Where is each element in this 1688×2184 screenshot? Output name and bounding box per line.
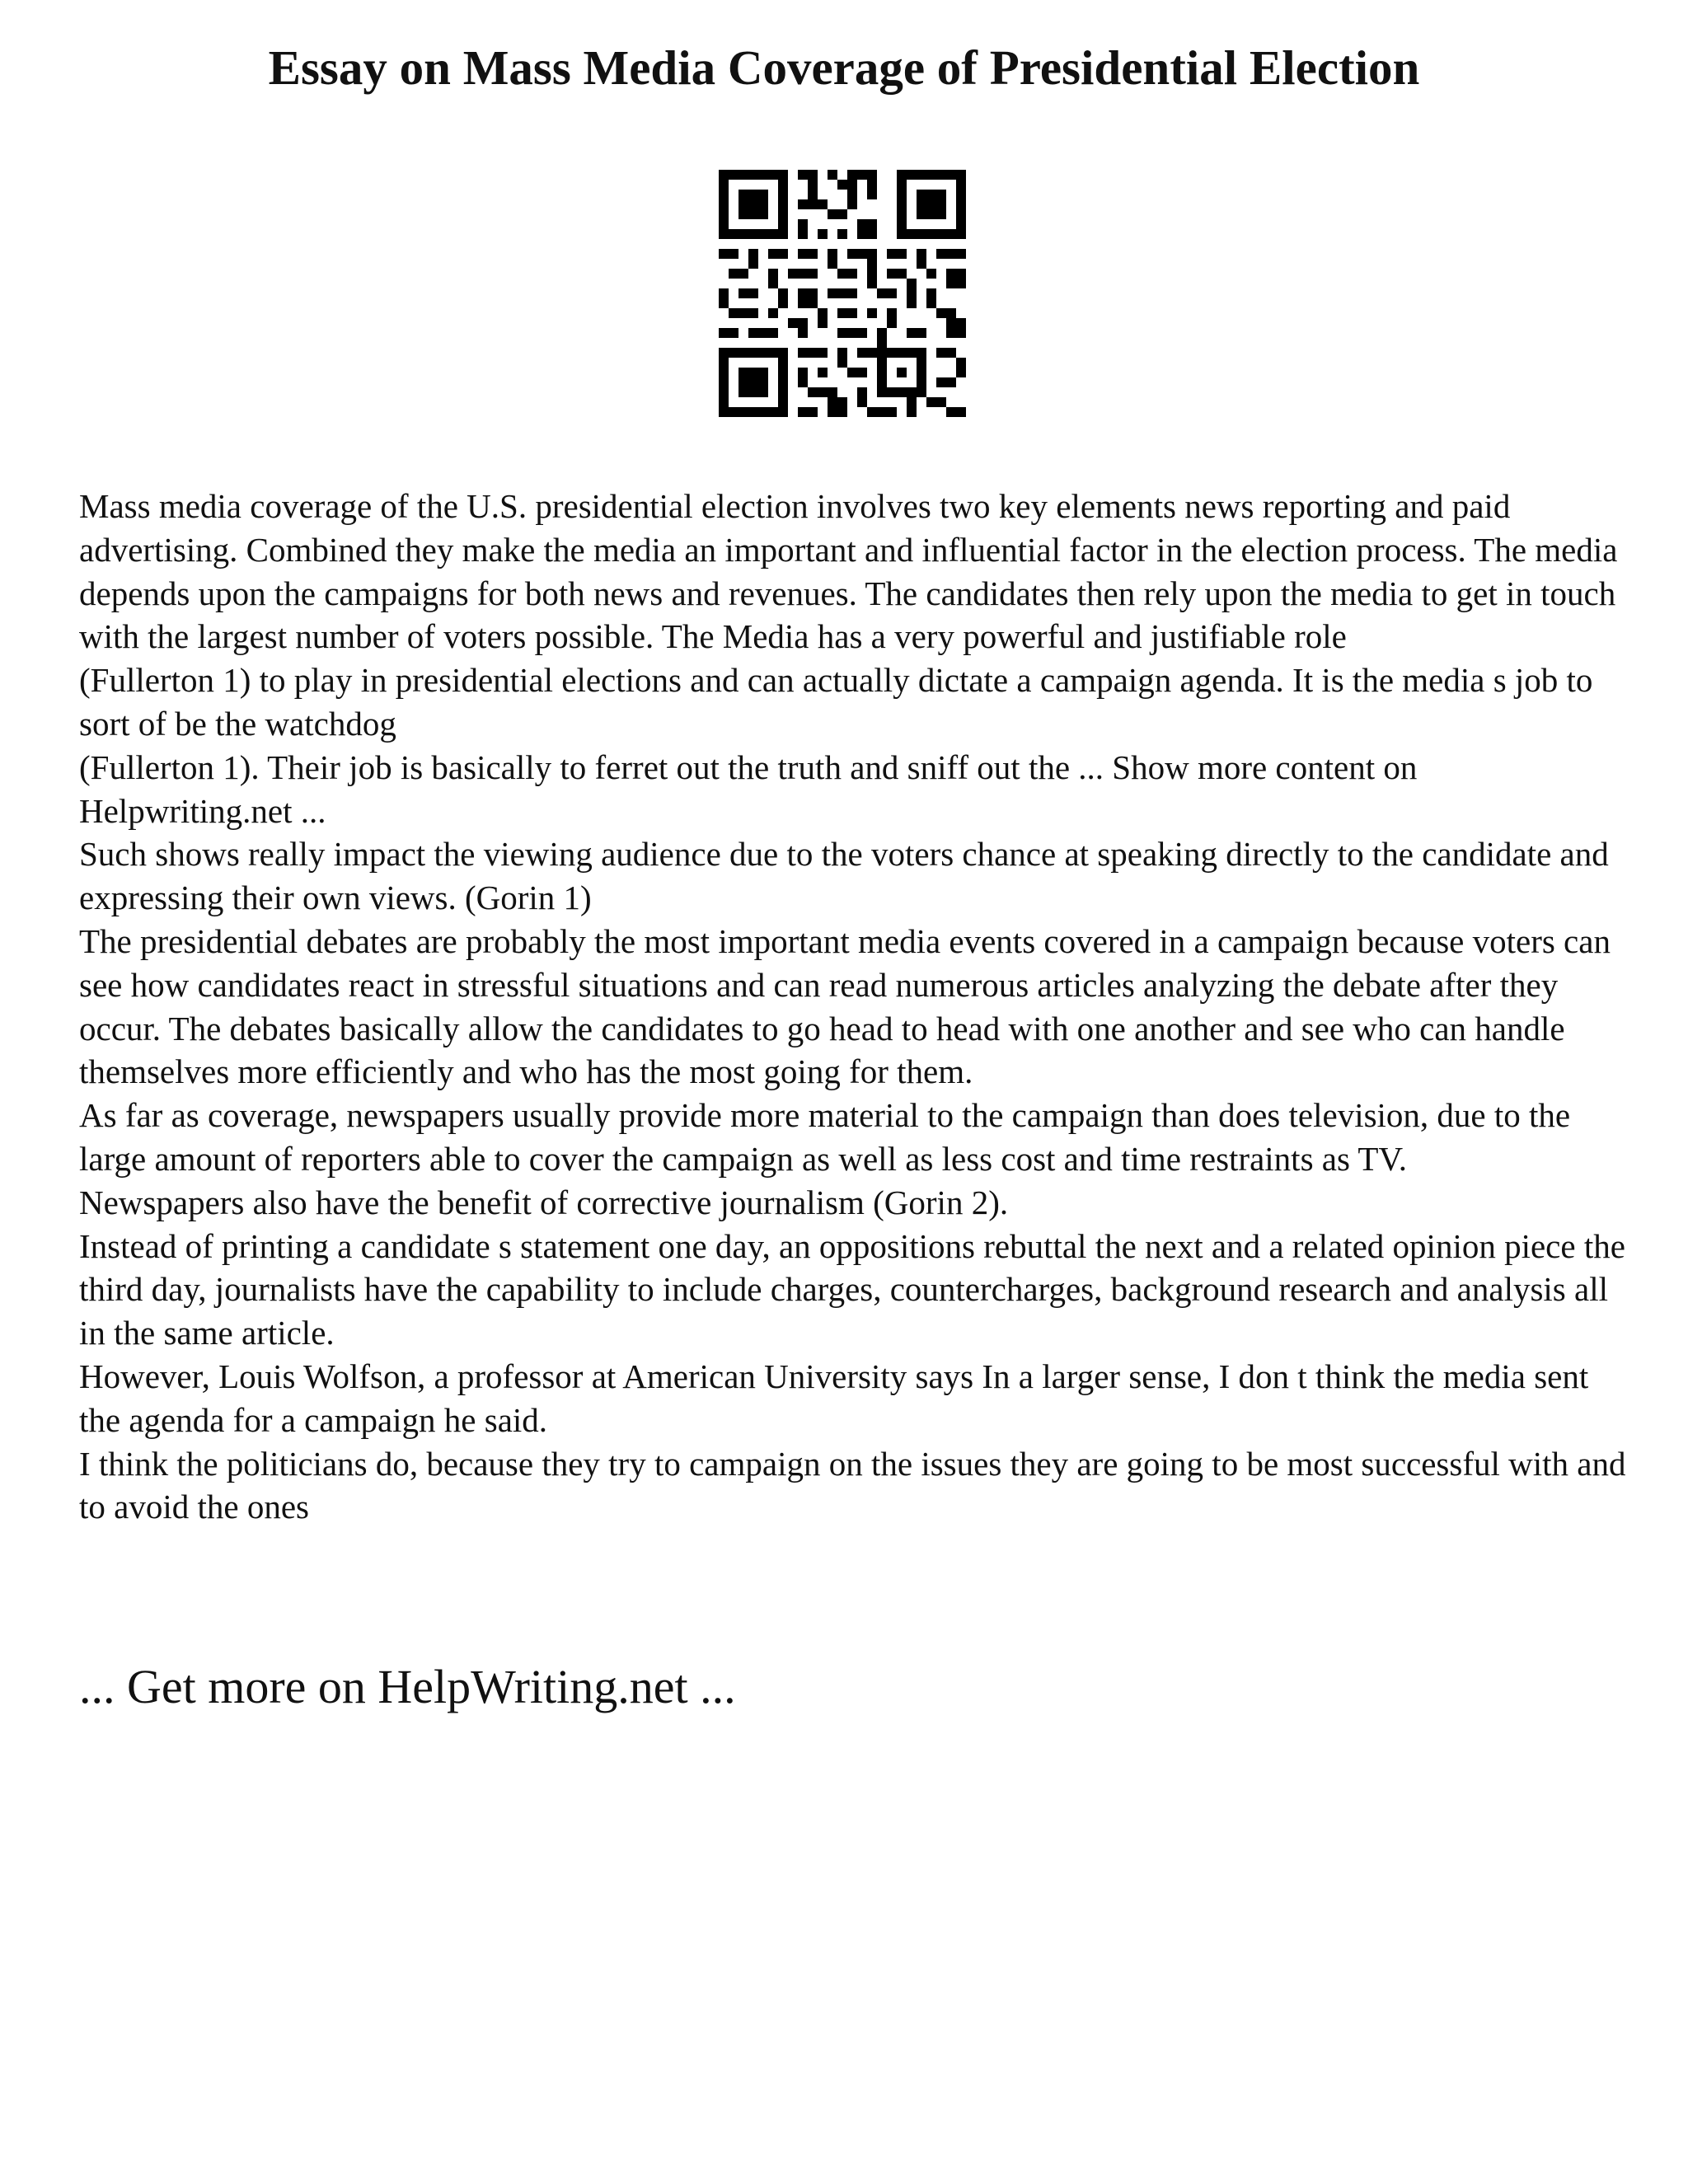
essay-paragraph: (Fullerton 1). Their job is basically to ferret out the truth and sniff out the ... Show more content on Helpwriting.net ... [79, 748, 1418, 830]
essay-paragraph: Mass media coverage of the U.S. presidential election involves two key elements news reporting and paid advertising. Combined they make the media an important and influential factor in the election process. The media depends upon the campaigns for both news and revenues. The candidates then rely upon the media to get in touch with the largest number of voters possible. The Media has a very powerful and justifiable role [79, 487, 1618, 656]
essay-paragraph: Such shows really impact the viewing audience due to the voters chance at speaking directly to the candidate and expressing their own views. (Gorin 1) [79, 835, 1609, 917]
essay-paragraph: The presidential debates are probably the most important media events covered in a campaign because voters can see how candidates react in stressful situations and can read numerous articles analyzing the debate after they occur. The debates basically allow the candidates to go head to head with one another and see who can handle themselves more efficiently and who has the most going for them. [79, 921, 1611, 1091]
essay-paragraph: (Fullerton 1) to play in presidential elections and can actually dictate a campaign agenda. It is the media s job to sort of be the watchdog [79, 661, 1593, 743]
essay-paragraph: I think the politicians do, because they try to campaign on the issues they are going to be most successful with and to avoid the ones [79, 1444, 1626, 1526]
essay-body [79, 485, 1629, 1529]
essay-paragraph: Instead of printing a candidate s statement one day, an oppositions rebuttal the next and a related opinion piece the third day, journalists have the capability to include charges, countercharges, background research and analysis all in the same article. [79, 1226, 1625, 1352]
get-more-link[interactable]: ... Get more on HelpWriting.net ... [79, 1660, 736, 1713]
qr-code-icon [719, 170, 966, 417]
essay-paragraph: Newspapers also have the benefit of corrective journalism (Gorin 2). [79, 1183, 1009, 1221]
essay-paragraph: However, Louis Wolfson, a professor at American University says In a larger sense, I don t think the media sent the agenda for a campaign he said. [79, 1357, 1589, 1439]
page-title: Essay on Mass Media Coverage of Presidential Election [268, 40, 1420, 95]
essay-paragraph: As far as coverage, newspapers usually provide more material to the campaign than does television, due to the large amount of reporters able to cover the campaign as well as less cost and time restraints as TV. [79, 1096, 1571, 1178]
